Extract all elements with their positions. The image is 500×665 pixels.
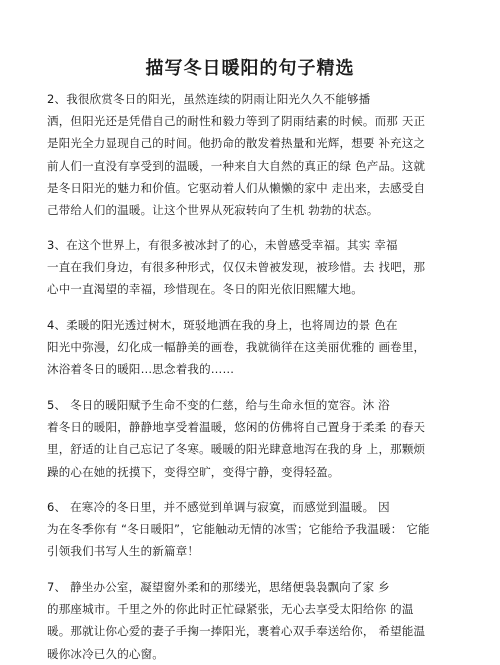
paragraph-4: 4、柔暖的阳光透过树木，斑驳地洒在我的身上，也将周边的景 色在 阳光中弥漫，幻化成一幅静美的画卷，我就徜徉在这美丽优雅的 画卷里， 沐浴着冬日的暖阳…思念着我的……: [47, 318, 426, 377]
paragraph-3: 3、在这个世界上，有很多被冰封了的心，未曾感受幸福。其实 幸福 一直在我们身边，有很多种形式，仅仅未曾被发现，被珍惜。去 找吧，那 心中一直渴望的幸福，珍惜现在。冬日的阳光依旧熙耀大地。: [47, 238, 426, 297]
paragraph-7: 7、 静坐办公室，凝望窗外柔和的那缕光，思绪便袅袅飘向了家 乡 的那座城市。千里之外的你此时正忙碌紧张，无心去享受太阳给你 的温 暖。那就让你心爱的妻子手掬一捧阳光，裹着心双手奉送给你， 希望能温 暖你冰冷已久的心窗。: [47, 580, 426, 661]
paragraph-5: 5、 冬日的暖阳赋予生命不变的仁慈，给与生命永恒的宽容。沐 浴 着冬日的暖阳，静静地享受着温暖，悠闲的仿佛将自己置身于柔柔 的春天 里，舒适的让自己忘记了冬寒。暖暖的阳光肆意地泻在我的身 上，那颗烦 躁的心在她的抚摸下，变得空旷，变得宁静，变得轻盈。: [47, 398, 426, 479]
page-title: 描写冬日暖阳的句子精选: [145, 58, 355, 79]
paragraph-2: 2、我很欣赏冬日的阳光，虽然连续的阴雨让阳光久久不能够播 洒，但阳光还是凭借自己的耐性和毅力等到了阴雨结素的时候。而那 天正 是阳光全力显现自己的时间。他扔命的散发着热量和光辉，想要 补充这之 前人们一直没有享受到的温暖，一种来自大自然的真正的绿 色产品。这就 是冬日阳光的魅力和价值。它驱动着人们从懒懒的家中 走出来，去感受自 己带给人们的温暖。让这个世界从死寂转向了生机 勃勃的状态。: [47, 92, 426, 218]
paragraph-6: 6、 在寒冷的冬日里，并不感觉到单调与寂寞，而感觉到温暖。 因 为在冬季你有 “冬日暖阳”，它能触动无情的冰雪；它能给予我温暖： 它能 引领我们书写人生的新篇章！: [47, 500, 430, 559]
